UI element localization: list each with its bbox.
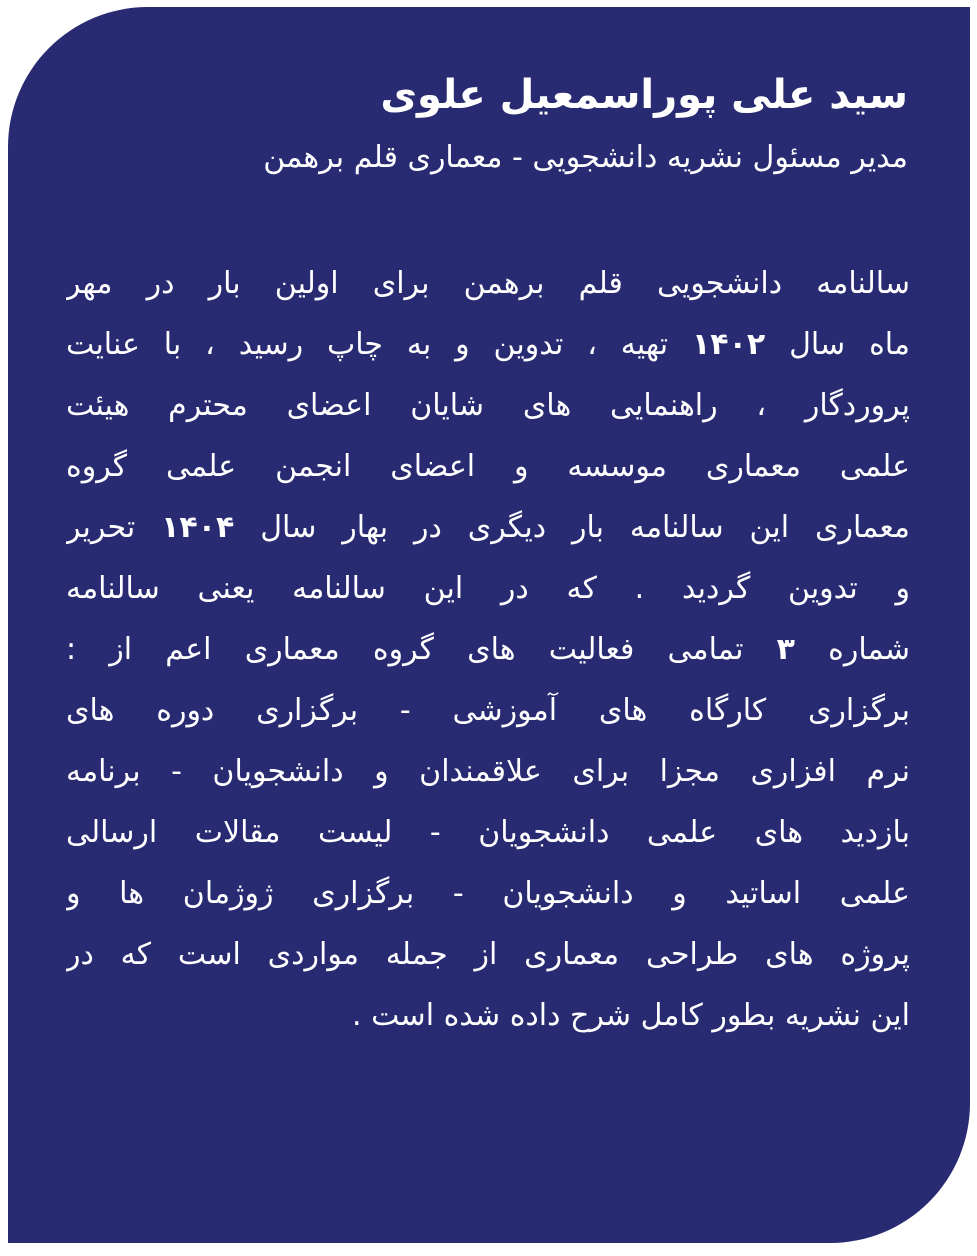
paragraph-line: علمی اساتید و دانشجویان - برگزاری ژوژمان ها و bbox=[66, 876, 910, 911]
paragraph-line: علمی معماری موسسه و اعضای انجمن علمی گروه bbox=[66, 449, 910, 484]
profile-card bbox=[8, 7, 970, 1243]
paragraph-line: شماره ۳ تمامی فعالیت های گروه معماری اعم از : bbox=[66, 632, 910, 667]
year-number: ۱۴۰۲ bbox=[691, 327, 766, 362]
year-number: ۱۴۰۴ bbox=[161, 510, 235, 545]
paragraph-line: نرم افزاری مجزا برای علاقمندان و دانشجویان - برنامه bbox=[66, 754, 910, 789]
issue-number: ۳ bbox=[776, 632, 795, 667]
paragraph-line-last: این نشریه بطور کامل شرح داده شده است . bbox=[352, 998, 910, 1033]
person-name-title: سید علی پوراسمعیل علوی bbox=[380, 72, 908, 118]
paragraph-line: ماه سال ۱۴۰۲ تهیه ، تدوین و به چاپ رسید ، با عنایت bbox=[66, 327, 910, 362]
paragraph-line: معماری این سالنامه بار دیگری در بهار سال ۱۴۰۴ تحریر bbox=[66, 510, 910, 545]
paragraph-line: بازدید های علمی دانشجویان - لیست مقالات ارسالی bbox=[66, 815, 910, 850]
paragraph-line: پروژه های طراحی معماری از جمله مواردی است که در bbox=[66, 937, 910, 972]
paragraph-line: سالنامه دانشجویی قلم برهمن برای اولین بار در مهر bbox=[66, 266, 910, 301]
paragraph-line: برگزاری کارگاه های آموزشی - برگزاری دوره های bbox=[66, 693, 910, 728]
description-paragraph bbox=[66, 253, 910, 1046]
paragraph-line: پروردگار ، راهنمایی های شایان اعضای محترم هیئت bbox=[66, 388, 910, 423]
paragraph-line: و تدوین گردید . که در این سالنامه یعنی سالنامه bbox=[66, 571, 910, 606]
person-role-subtitle: مدیر مسئول نشریه دانشجویی - معماری قلم برهمن bbox=[263, 140, 908, 175]
